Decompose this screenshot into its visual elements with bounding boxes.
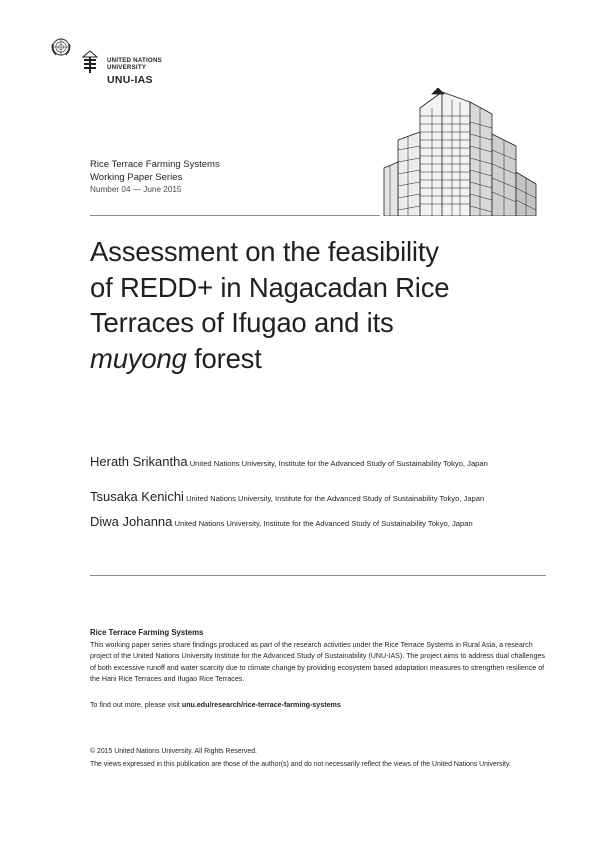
author-name: Tsusaka Kenichi bbox=[90, 489, 184, 504]
paper-title bbox=[90, 234, 530, 376]
author-affiliation: United Nations University, Institute for the Advanced Study of Sustainability Tokyo, Japan bbox=[174, 519, 473, 528]
title-line-3: Terraces of Ifugao and its bbox=[90, 307, 394, 338]
un-emblem-icon bbox=[50, 36, 72, 58]
more-info-prefix: To find out more, please visit bbox=[90, 701, 182, 709]
author-entry bbox=[90, 516, 548, 529]
title-line-4-rest: forest bbox=[186, 342, 262, 374]
author-affiliation: United Nations University, Institute for the Advanced Study of Sustainability Tokyo, Japan bbox=[189, 459, 488, 468]
series-name: Rice Terrace Farming Systems bbox=[90, 159, 220, 170]
divider-top bbox=[90, 215, 380, 216]
author-entry bbox=[90, 491, 548, 504]
unu-building-illustration bbox=[380, 88, 538, 216]
title-italic-word: muyong bbox=[90, 342, 187, 374]
series-number: Number 04 — June 2015 bbox=[90, 185, 182, 194]
about-body: This working paper series share findings produced as part of the research activities under the Rice Terrace Systems in Rural Asia, a research project of the United Nations University Institute for the Advanced Study of Sustainability (UNU-IAS). The project aims to address dual challenges of both excessive runoff and water scarcity due to climate change by providing ecosystem based adaptation measures to strengthen resilience of the Hani Rice Terraces and Ifugao Rice Terraces. bbox=[90, 641, 545, 683]
org-name-line2: UNIVERSITY bbox=[107, 64, 147, 71]
title-line-2: of REDD+ in Nagacadan Rice bbox=[90, 271, 450, 303]
series-info bbox=[90, 159, 220, 197]
unu-ias-label: UNU-IAS bbox=[107, 74, 153, 86]
author-affiliation: United Nations University, Institute for the Advanced Study of Sustainability Tokyo, Japan bbox=[186, 494, 485, 503]
more-info-link[interactable]: unu.edu/research/rice-terrace-farming-systems bbox=[181, 701, 341, 709]
divider-middle bbox=[90, 575, 546, 576]
unu-org-name bbox=[107, 57, 162, 71]
copyright-notice: © 2015 United Nations University. All Rights Reserved. bbox=[90, 748, 257, 755]
more-info-line bbox=[90, 701, 341, 709]
author-entry bbox=[90, 456, 548, 469]
author-name: Diwa Johanna bbox=[90, 514, 173, 529]
title-line-4 bbox=[90, 341, 530, 377]
org-name-line1: UNITED NATIONS bbox=[107, 57, 162, 64]
unu-emblem-icon bbox=[80, 50, 100, 74]
disclaimer-text: The views expressed in this publication are those of the author(s) and do not necessarily reflect the views of the United Nations University. bbox=[90, 761, 511, 768]
author-name: Herath Srikantha bbox=[90, 454, 188, 469]
title-line-1: Assessment on the feasibility bbox=[90, 236, 439, 267]
series-type: Working Paper Series bbox=[90, 171, 183, 183]
about-heading: Rice Terrace Farming Systems bbox=[90, 628, 204, 637]
